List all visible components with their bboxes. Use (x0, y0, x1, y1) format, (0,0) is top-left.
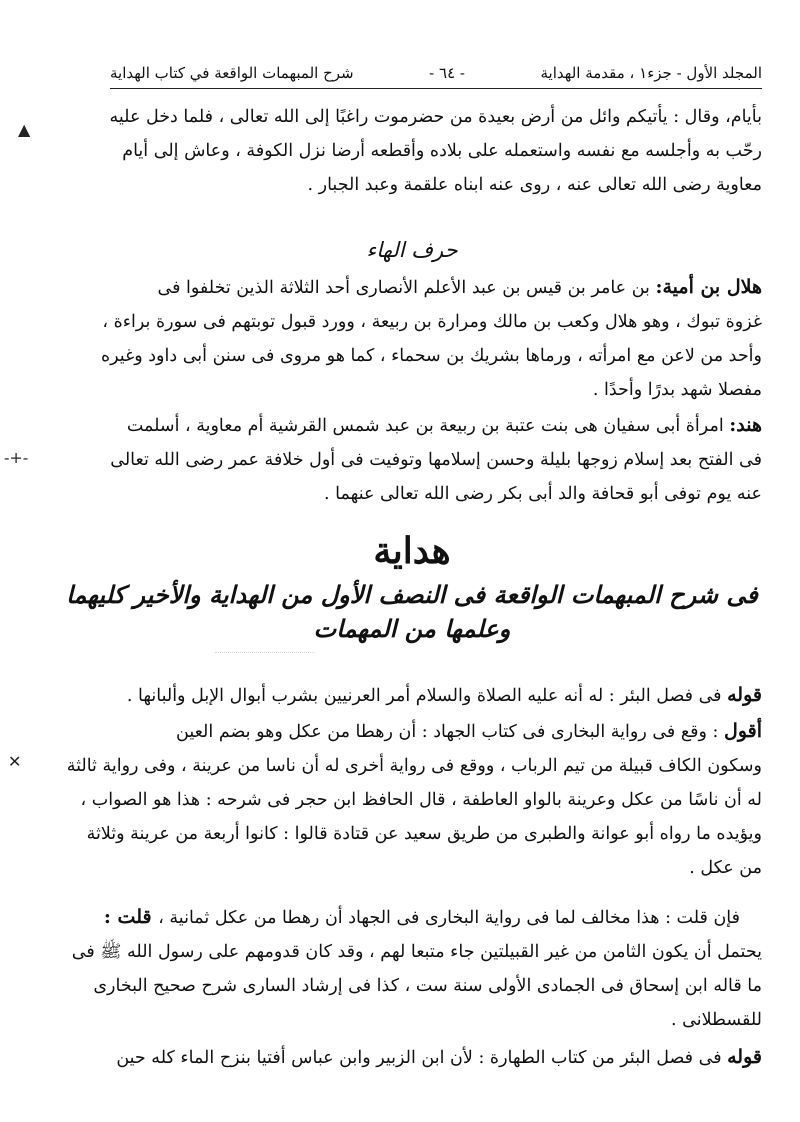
paragraph-aqulu (62, 714, 762, 885)
entry-hind (62, 408, 762, 511)
paragraph-objection (62, 900, 762, 1037)
aqulu-label: أقول (724, 720, 762, 742)
text-line: قوله فى فصل البئر من كتاب الطهارة : لأن ابن الزبير وابن عباس أفتيا بنزح الماء كله حين (116, 1046, 762, 1068)
margin-mark: ▲ (18, 120, 31, 139)
subtitle-line-1: فى شرح المبهمات الواقعة فى النصف الأول من الهداية والأخير كليهما (66, 580, 758, 609)
text-line: أقول : وقع فى رواية البخارى فى كتاب الجهاد : أن رهطا من عكل وهو بضم العين (176, 720, 762, 742)
qawluhu-label: قوله (727, 1046, 762, 1068)
text-line: فى الفتح بعد إسلام زوجها بليلة وحسن إسلامها وتوفيت فى أول خلافة عمر رضى الله تعالى (110, 450, 762, 470)
text-line: فإن قلت : هذا مخالف لما فى رواية البخارى فى الجهاد أن رهطا من عكل ثمانية ، قلت : (103, 906, 740, 928)
text-line: للقسطلانى . (671, 1010, 762, 1030)
paragraph-qawluhu-1 (62, 678, 762, 713)
header-volume: المجلد الأول - جزء١ ، مقدمة الهداية (540, 64, 762, 82)
text-line: ويؤيده ما رواه أبو عوانة والطبرى من طريق سعيد عن قتادة قالوا : كانوا أربعة من عرينة وثلاثة (86, 824, 762, 844)
margin-mark: -+- (4, 448, 29, 467)
margin-mark: ✕ (8, 752, 22, 771)
text-line: يحتمل أن يكون الثامن من غير القبيلتين جاء متبعا لهم ، وقد كان قدومهم على رسول الله ﷺ فى (71, 942, 762, 962)
entry-name: هلال بن أمية: (655, 276, 762, 298)
scan-noise (215, 652, 315, 671)
header-book-title: شرح المبهمات الواقعة في كتاب الهداية (110, 64, 354, 82)
running-header (110, 58, 762, 89)
text-line: من عكل . (689, 858, 762, 878)
text-line: رحّب به وأجلسه مع نفسه واستعمله على بلاده وأقطعه أرضا نزل الكوفة ، وعاش إلى أيام (122, 141, 762, 161)
text-line: هلال بن أمية: بن عامر بن قيس بن عبد الأعلم الأنصارى أحد الثلاثة الذين تخلفوا فى (157, 276, 762, 298)
text-line: هند: امرأة أبى سفيان هى بنت عتبة بن ربيعة بن عبد شمس القرشية أم معاوية ، أسلمت (126, 414, 762, 436)
paragraph-wail (62, 100, 762, 202)
text-line: عنه يوم توفى أبو قحافة والد أبى بكر رضى الله تعالى عنهما . (324, 484, 762, 504)
text-line: بأيام، وقال : يأتيكم وائل من أرض بعيدة من حضرموت راغبًا إلى الله تعالى ، فلما دخل عليه (109, 107, 762, 127)
entry-hilal (62, 270, 762, 407)
subtitle-line-2: وعلمها من المهمات (313, 614, 511, 643)
text-line: وأحد من لاعن مع امرأته ، ورماها بشريك بن سحماء ، كما هو مروى فى سنن أبى داود وغيره (100, 346, 762, 366)
qawluhu-label: قوله (727, 684, 762, 706)
main-title: هداية (373, 530, 451, 572)
qultu-label: قلت : (103, 906, 159, 928)
entry-name: هند: (729, 414, 762, 436)
text-line: ما قاله ابن إسحاق فى الجمادى الأولى سنة ست ، كذا فى إرشاد السارى شرح صحيح البخارى (93, 976, 762, 996)
text-line: قوله فى فصل البئر : له أنه عليه الصلاة والسلام أمر العرنيين بشرب أبوال الإبل وألبانها . (126, 684, 762, 706)
text-line: له أن ناسًا من عكل وعرينة بالواو العاطفة ، قال الحافظ ابن حجر فى شرحه : هذا هو الصواب ، (80, 790, 762, 810)
text-line: معاوية رضى الله تعالى عنه ، روى عنه ابناه علقمة وعبد الجبار . (307, 175, 762, 195)
text-line: مفصلا شهد بدرًا وأحدًا . (592, 380, 762, 400)
page-number: - ٦٤ - (429, 64, 465, 82)
section-heading: حرف الهاء (366, 238, 458, 262)
text-line: غزوة تبوك ، وهو هلال وكعب بن مالك ومرارة بن ربيعة ، وورد قبول توبتهم فى سورة براءة ، (102, 312, 762, 332)
text-line: وسكون الكاف قبيلة من تيم الرباب ، ووقع فى رواية أخرى له أن ناسا من عرينة ، وفى رواية ثالثة (66, 756, 762, 776)
paragraph-qawluhu-2 (62, 1040, 762, 1075)
